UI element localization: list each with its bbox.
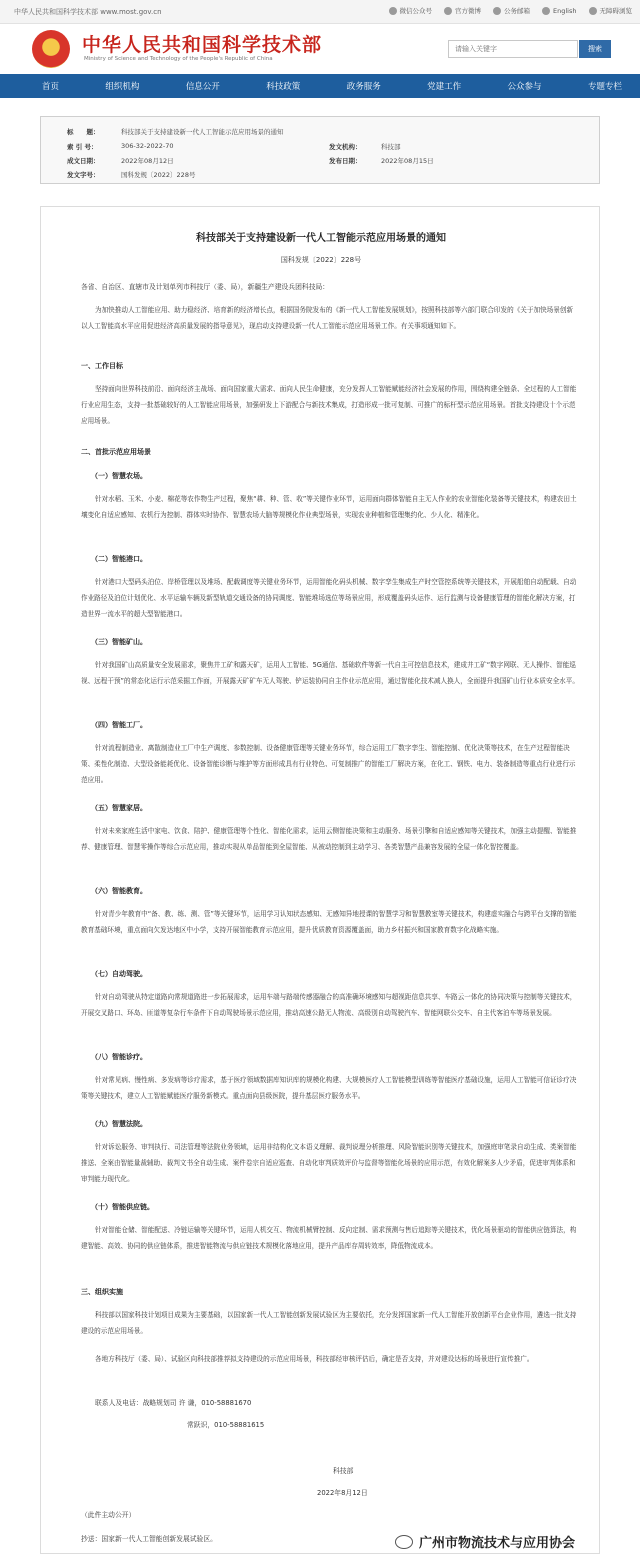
- nav-item-organization[interactable]: 组织机构: [105, 82, 140, 92]
- meta-docno-label: 发文字号：: [67, 171, 100, 179]
- contact-line-2: 常跃识，010-58881615: [187, 1421, 265, 1429]
- salutation: 各省、自治区、直辖市及计划单列市科技厅（委、局），新疆生产建设兵团科技局：: [81, 283, 330, 291]
- meta-index-label: 索 引 号：: [67, 143, 98, 151]
- item-heading: （四）智能工厂。: [91, 721, 147, 729]
- mail-icon: [493, 7, 501, 15]
- document-number: 国科发规〔2022〕228号: [280, 256, 362, 264]
- meta-published-label: 发布日期：: [329, 157, 362, 165]
- item-paragraph: 针对青少年教育中“备、教、练、测、管”等关键环节，运用学习认知状态感知、无感知异地授课的智慧学习和智慧教室等关键技术，构建虚实融合与跨平台支撑的智能教育基础环境，重点面向欠发达地区中小学，支持开展智能教育示范应用，提升优质教育资源覆盖面，助力乡村振兴和国家教育数字化战略实施。: [81, 910, 577, 934]
- site-header: [0, 24, 640, 74]
- item-heading: （八）智能诊疗。: [91, 1053, 147, 1061]
- meta-issuer-value: 科技部: [381, 143, 401, 151]
- nav-item-services[interactable]: 政务服务: [346, 82, 381, 92]
- watermark-text: 广州市物流技术与应用协会: [419, 1536, 576, 1551]
- org-paragraph-2: 各地方科技厅（委、局）、试验区向科技部推荐拟支持建设的示范应用场景，科技部经审核评估后，确定是否支持，并对建设达标的场景进行宣传推广。: [95, 1355, 534, 1363]
- meta-index-value: 306-32-2022-70: [121, 142, 174, 150]
- signing-date: 2022年8月12日: [317, 1489, 368, 1497]
- cc-line: 抄送：国家新一代人工智能创新发展试验区。: [81, 1535, 217, 1543]
- nav-item-topics[interactable]: 专题专栏: [587, 82, 622, 92]
- nav-item-info-public[interactable]: 信息公开: [185, 82, 220, 92]
- national-emblem-icon: [32, 30, 70, 68]
- item-heading: （十）智能供应链。: [91, 1203, 154, 1211]
- weibo-icon: [444, 7, 452, 15]
- document-title: 科技部关于支持建设新一代人工智能示范应用场景的通知: [196, 233, 446, 244]
- intro-paragraph: 为加快推动人工智能应用、助力稳经济、培育新的经济增长点，根据国务院发布的《新一代人工智能发展规划》，按照科技部等六部门联合印发的《关于加快场景创新 以人工智能高水平应用促进经济高质量发展的指导意见》，现启动支持建设新一代人工智能示范应用场景工作。有关事项通知如下。: [81, 306, 574, 330]
- item-paragraph: 针对常见病、慢性病、多发病等诊疗需求，基于医疗领域数据库知识库的规模化构建、大规模医疗人工智能模型训练等智能医疗基础设施，运用人工智能可信证诊疗决策等关键技术，建立人工智能赋能医疗服务新模式。重点面向县级医院，提升基层医疗服务水平。: [81, 1076, 577, 1100]
- top-links: [389, 6, 632, 15]
- item-heading: （三）智能矿山。: [91, 638, 147, 646]
- site-subtitle: Ministry of Science and Technology of the People's Republic of China: [84, 56, 273, 62]
- item-heading: （一）智慧农场。: [91, 472, 147, 480]
- nav-item-home[interactable]: 首页: [42, 82, 60, 92]
- item-paragraph: 针对水稻、玉米、小麦、棉花等农作物生产过程，聚焦“耕、种、管、收”等关键作业环节，运用面向群体智能自主无人作业的农业智能化装备等关键技术，构建农田土壤变化自适应感知、农机行为控制、群体实时协作、智慧农场大脑等规模化作业典型场景，实现农业种植和管理集约化、少人化、精准化。: [81, 495, 577, 519]
- item-paragraph: 针对我国矿山高质量安全发展需求，聚焦井工矿和露天矿，运用人工智能、5G通信、基础软件等新一代自主可控信息技术，建成井工矿“数字网联、无人操作、智能巡视、远程干预”的常态化运行示范采掘工作面，开展露天矿矿车无人驾驶、铲运装协同自主作业示范应用，通过智能化技术减人换人，全面提升我国矿山行业本质安全水平。: [81, 661, 579, 685]
- meta-created-label: 成文日期：: [67, 157, 100, 165]
- item-paragraph: 针对流程制造业、离散制造业工厂中生产调度、参数控制、设备健康管理等关键业务环节，综合运用工厂数字孪生、智能控制、优化决策等技术，在生产过程智能决策、柔性化制造、大型设备能耗优化、设备智能诊断与维护等方面形成具有行业特色、可复制推广的智能工厂解决方案，在化工、钢铁、电力、装备制造等重点行业进行示范应用。: [81, 744, 576, 784]
- section-heading-1: 一、工作目标: [81, 362, 123, 370]
- top-link-wechat[interactable]: 微信公众号: [389, 6, 433, 15]
- item-paragraph: 针对智能仓储、智能配送、冷链运输等关键环节，运用人机交互、物流机械臂控制、反向定制、需求预测与售后追踪等关键技术，优化场景驱动的智能供应链算法，构建智能、高效、协同的供应链体系，推进智能物流与供应链技术规模化落地应用，提升产品库存周转效率，降低物流成本。: [81, 1226, 577, 1250]
- nav-item-public[interactable]: 公众参与: [507, 82, 542, 92]
- item-heading: （七）自动驾驶。: [91, 970, 147, 978]
- public-note: （此件主动公开）: [81, 1511, 136, 1519]
- search-button[interactable]: 搜索: [579, 40, 611, 58]
- goal-paragraph: 坚持面向世界科技前沿、面向经济主战场、面向国家重大需求、面向人民生命健康，充分发挥人工智能赋能经济社会发展的作用，围绕构建全链条、全过程的人工智能行业应用生态，支持一批基础较好的人工智能应用场景，加强研发上下游配合与新技术集成，打造形成一批可复制、可推广的标杆型示范应用场景。首批支持建设十个示范应用场景。: [81, 385, 577, 425]
- meta-title-label: 标 题：: [67, 128, 100, 136]
- top-link-accessibility[interactable]: 无障碍浏览: [589, 6, 633, 15]
- signing-organization: 科技部: [333, 1467, 354, 1475]
- nav-item-party[interactable]: 党建工作: [427, 82, 462, 92]
- search-input[interactable]: [448, 40, 578, 58]
- article-body: [40, 206, 600, 1554]
- main-nav: [0, 74, 640, 98]
- meta-published-value: 2022年08月15日: [381, 157, 434, 165]
- wechat-icon: [389, 7, 397, 15]
- meta-docno-value: 国科发规〔2022〕228号: [121, 171, 196, 179]
- item-paragraph: 针对港口大型码头泊位、岸桥管理以及堆场、配载调度等关键业务环节，运用智能化码头机械、数字孪生集成生产时空管控系统等关键技术，开展船舶自动配载、自动作业路径及泊位计划优化、水平运输车辆及新型轨道交通设备的协同调度、智能堆场选位等场景应用，形成覆盖码头运作、运行监测与设备健康管理的智能化解决方案，打造世界一流水平的超大型智能港口。: [81, 578, 577, 618]
- wechat-icon: [395, 1535, 413, 1549]
- meta-created-value: 2022年08月12日: [121, 157, 174, 165]
- top-utility-bar: [0, 0, 640, 24]
- item-heading: （六）智能教育。: [91, 887, 147, 895]
- item-heading: （五）智慧家居。: [91, 804, 147, 812]
- item-paragraph: 针对诉讼服务、审判执行、司法管理等法院业务领域，运用非结构化文本语义理解、裁判说理分析推理、风险智能识别等关键技术，加强庭审笔录自动生成、类案智能推送、全案由智能量裁辅助、裁判文书全自动生成、案件卷宗自适应巡查、自动化审判质效评价与监督等智能化场景的应用示范，有效化解案多人少矛盾，促进审判体系和审判能力现代化。: [81, 1143, 577, 1183]
- item-heading: （九）智慧法院。: [91, 1120, 147, 1128]
- document-meta-box: [40, 116, 600, 184]
- nav-item-policy[interactable]: 科技政策: [266, 82, 301, 92]
- meta-title-value: 科技部关于支持建设新一代人工智能示范应用场景的通知: [121, 128, 284, 136]
- top-link-english[interactable]: English: [542, 6, 576, 15]
- meta-issuer-label: 发文机构：: [329, 143, 362, 151]
- accessibility-icon: [589, 7, 597, 15]
- top-link-mail[interactable]: 公务邮箱: [493, 6, 530, 15]
- item-heading: （二）智能港口。: [91, 555, 147, 563]
- site-title[interactable]: 中华人民共和国科学技术部: [82, 34, 323, 56]
- watermark: [395, 1532, 575, 1551]
- item-paragraph: 针对未来家庭生活中家电、饮食、陪护、健康管理等个性化、智能化需求，运用云侧智能决策和主动服务、场景引擎和自适应感知等关键技术，加强主动提醒、智能推荐、健康管理、智慧零操作等综合示范应用，推动实现从单品智能到全屋智能、从被动控制到主动学习、各类智慧产品兼容发展的全屋一体化智控覆盖。: [81, 827, 577, 851]
- section-heading-3: 三、组织实施: [81, 1288, 123, 1296]
- globe-icon: [542, 7, 550, 15]
- contact-line-1: 联系人及电话：战略规划司 许 谦，010-58881670: [95, 1399, 252, 1407]
- section-heading-2: 二、首批示范应用场景: [81, 448, 151, 456]
- top-link-weibo[interactable]: 官方微博: [444, 6, 481, 15]
- org-paragraph-1: 科技部以国家科技计划项目成果为主要基础，以国家新一代人工智能创新发展试验区为主要依托，充分发挥国家新一代人工智能开放创新平台企业作用，遴选一批支持建设的示范应用场景。: [81, 1311, 577, 1335]
- item-paragraph: 针对自动驾驶从特定道路向常规道路进一步拓展需求，运用车端与路端传感器融合的高准确环境感知与超视距信息共享、车路云一体化的协同决策与控制等关键技术，开展交叉路口、环岛、匝道等复杂行车条件下自动驾驶场景示范应用，推动高速公路无人物流、高级别自动驾驶汽车、智能网联公交车、自主代客泊车等场景发展。: [81, 993, 577, 1017]
- site-label: 中华人民共和国科学技术部 www.most.gov.cn: [14, 8, 162, 16]
